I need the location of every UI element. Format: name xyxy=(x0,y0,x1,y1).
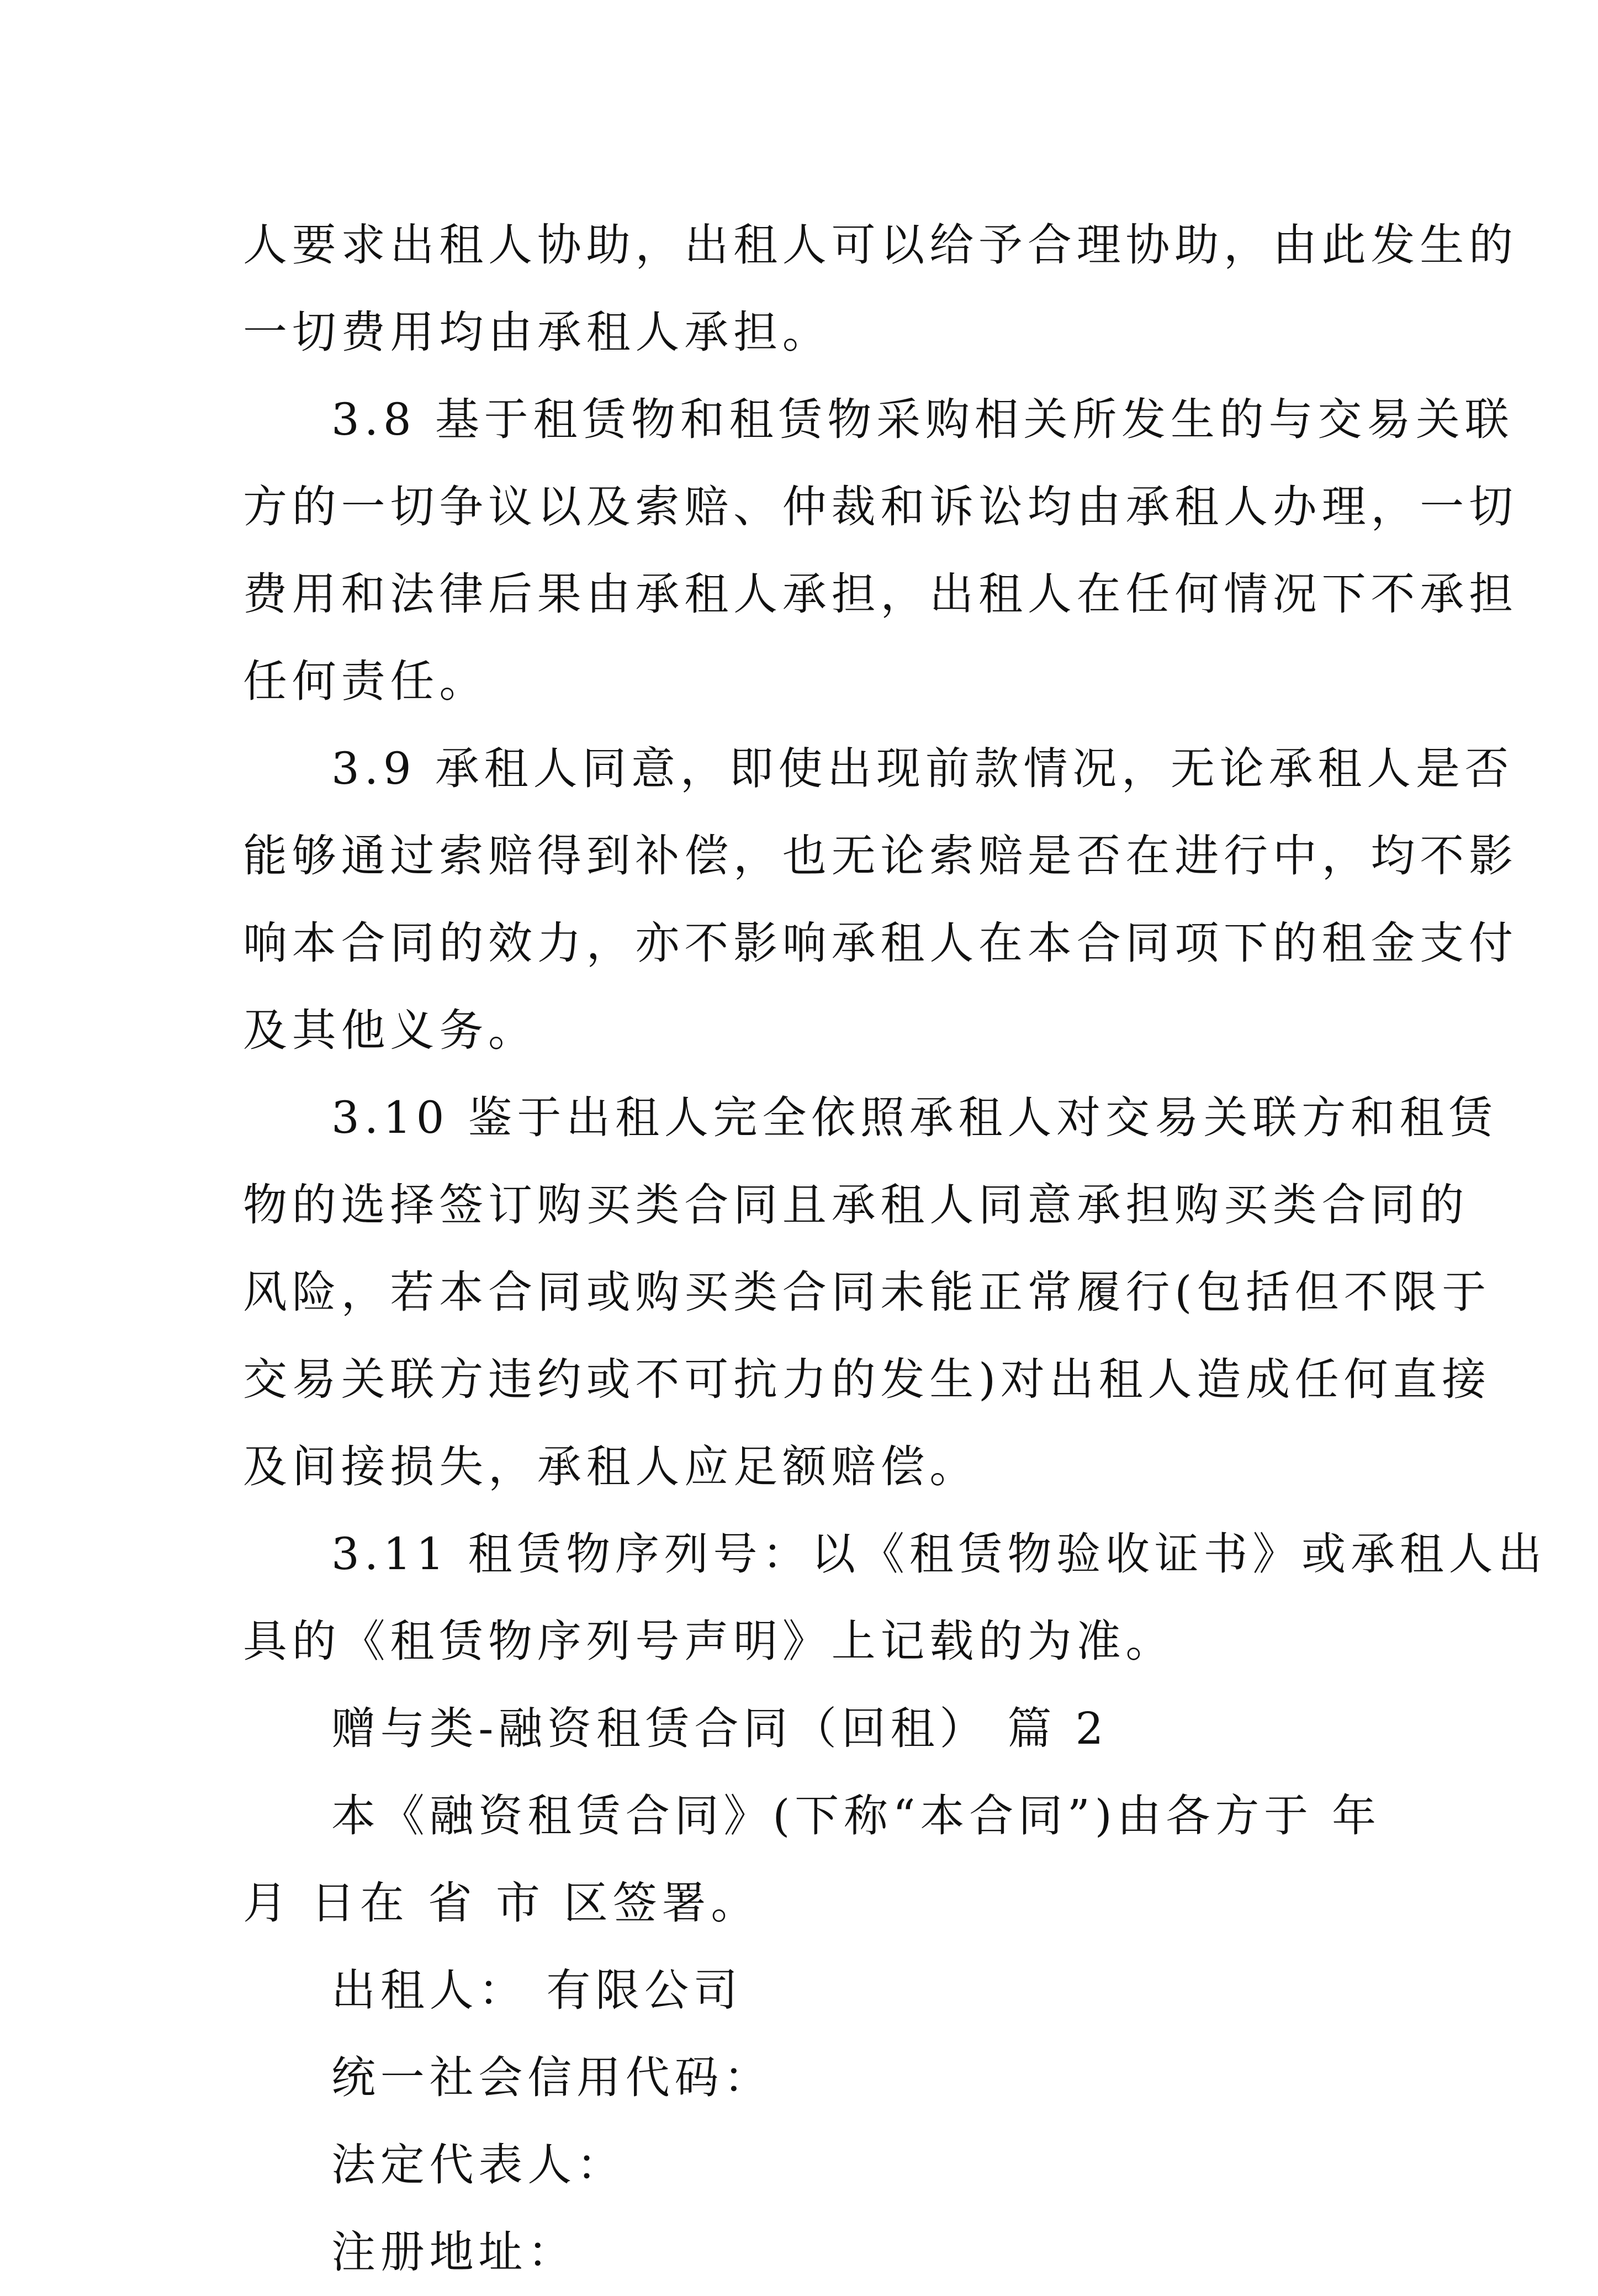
paragraph-line: 具的《租赁物序列号声明》上记载的为准。 xyxy=(243,1616,1175,1667)
registered-address-field: 注册地址： xyxy=(331,2226,576,2278)
paragraph-line: 交易关联方违约或不可抗力的发生)对出租人造成任何直接 xyxy=(243,1354,1491,1405)
paragraph-line: 及间接损失，承租人应足额赔偿。 xyxy=(243,1441,978,1492)
clause-3-8-line: 3.8 基于租赁物和租赁物采购相关所发生的与交易关联 xyxy=(331,394,1514,445)
contract-intro-line: 本《融资租赁合同》(下称“本合同”)由各方于 年 xyxy=(331,1790,1381,1841)
section-heading: 赠与类-融资租赁合同（回租） 篇 2 xyxy=(331,1703,1109,1754)
legal-representative-field: 法定代表人： xyxy=(331,2139,626,2191)
paragraph-line: 能够通过索赔得到补偿，也无论索赔是否在进行中，均不影 xyxy=(243,830,1518,882)
paragraph-line: 一切费用均由承租人承担。 xyxy=(243,307,832,358)
clause-3-10-line: 3.10 鉴于出租人完全依照承租人对交易关联方和租赁 xyxy=(331,1092,1498,1143)
paragraph-line: 及其他义务。 xyxy=(243,1005,537,1056)
paragraph-line: 物的选择签订购买类合同且承租人同意承担购买类合同的 xyxy=(243,1179,1469,1231)
credit-code-field: 统一社会信用代码： xyxy=(331,2052,773,2103)
paragraph-line: 费用和法律后果由承租人承担，出租人在任何情况下不承担 xyxy=(243,568,1518,620)
signing-date-place-line: 月 日在 省 市 区签署。 xyxy=(243,1877,760,1929)
paragraph-line: 人要求出租人协助，出租人可以给予合理协助，由此发生的 xyxy=(243,219,1518,271)
lessor-field: 出租人： 有限公司 xyxy=(331,1965,743,2016)
clause-3-11-line: 3.11 租赁物序列号：以《租赁物验收证书》或承租人出 xyxy=(331,1528,1547,1580)
document-body xyxy=(243,202,1547,2296)
paragraph-line: 风险，若本合同或购买类合同未能正常履行(包括但不限于 xyxy=(243,1266,1491,1318)
paragraph-line: 方的一切争议以及索赔、仲裁和诉讼均由承租人办理，一切 xyxy=(243,481,1518,532)
paragraph-line: 响本合同的效力，亦不影响承租人在本合同项下的租金支付 xyxy=(243,917,1518,969)
clause-3-9-line: 3.9 承租人同意，即使出现前款情况，无论承租人是否 xyxy=(331,743,1514,794)
paragraph-line: 任何责任。 xyxy=(243,656,488,707)
